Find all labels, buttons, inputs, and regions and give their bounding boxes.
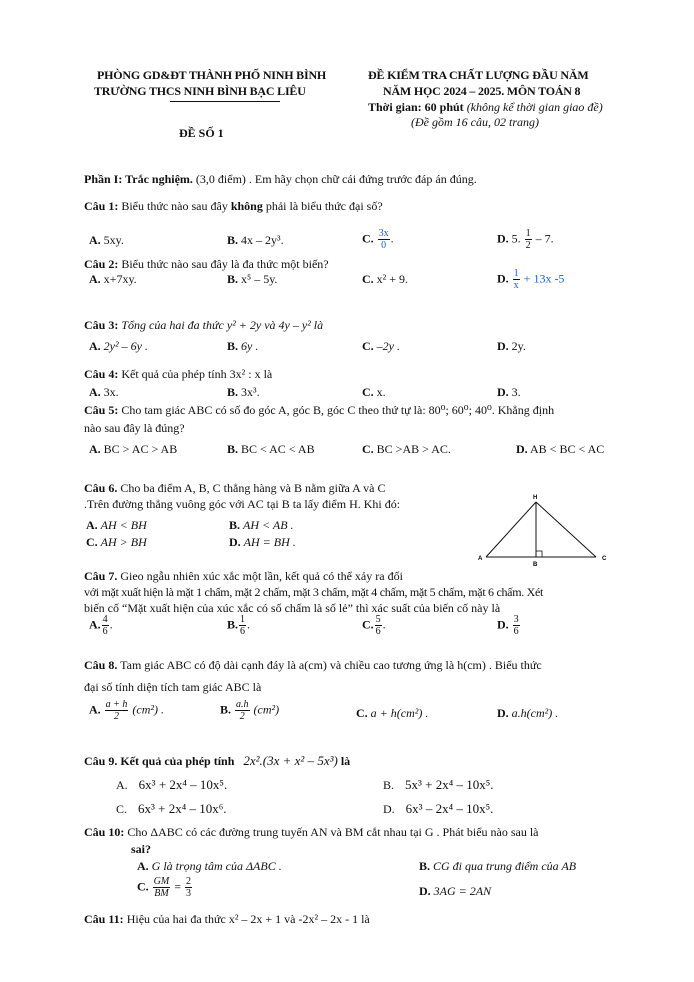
- q1-option-a[interactable]: A. 5xy.: [89, 233, 124, 247]
- q8-stem: Câu 8. Tam giác ABC có độ dài cạnh đáy là a(cm) và chiều cao tương ứng là h(cm) . Biểu thức: [84, 658, 542, 672]
- q10-option-d[interactable]: D. 3AG = 2AN: [419, 884, 492, 898]
- q4-option-a[interactable]: A. 3x.: [89, 385, 119, 399]
- label-c: C: [602, 556, 607, 562]
- q2-option-d[interactable]: D. $\frac{1}{x}$ + 13x -5: [497, 268, 565, 291]
- q3-option-a[interactable]: A. 2y² – 6y .: [89, 339, 148, 353]
- q5-option-b[interactable]: B. BC < AC < AB: [227, 442, 315, 456]
- q1-text-a: Biểu thức nào sau đây: [121, 199, 228, 213]
- q3-option-c[interactable]: C. –2y .: [362, 339, 400, 353]
- q11-stem: Câu 11: Hiệu của hai đa thức x² – 2x + 1 và -2x² – 2x - 1 là: [84, 912, 370, 926]
- q1-text-b: không: [230, 199, 263, 213]
- q4-option-d[interactable]: D. 3.: [497, 385, 521, 399]
- q10-option-b[interactable]: B. CG đi qua trung điểm của AB: [419, 859, 577, 873]
- q2-d-fraction: $\frac{1}{x}$: [513, 268, 519, 291]
- header-underline: [170, 101, 280, 102]
- q9-option-b[interactable]: B. 5x³ + 2x⁴ – 10x⁵.: [383, 777, 494, 792]
- exam-number: ĐỀ SỐ 1: [179, 126, 224, 140]
- school-name: TRƯỜNG THCS NINH BÌNH BẠC LIÊU: [94, 84, 306, 98]
- segment-hc: [536, 502, 596, 557]
- q9-option-c[interactable]: C. 6x³ + 2x⁴ – 10x⁶.: [116, 801, 227, 816]
- part1-points: (3,0 điểm) . Em hãy chọn chữ cái đứng trước đáp án đúng.: [195, 172, 477, 186]
- q10-option-c[interactable]: C. $\frac{GM}{BM}$ = $\frac{2}{3}$: [137, 876, 192, 899]
- q5-option-d[interactable]: D. AB < BC < AC: [516, 442, 605, 456]
- q5-option-c[interactable]: C. BC >AB > AC.: [362, 442, 451, 456]
- q9-stem: Câu 9. Kết quả của phép tính 2x².(3x + x² – 5x³) là: [84, 753, 351, 768]
- q1-option-c[interactable]: C. $\frac{3x}{0}$ .: [362, 228, 394, 251]
- right-angle-mark: [536, 551, 542, 557]
- q4-stem: Câu 4: Kết quả của phép tính 3x² : x là: [84, 367, 273, 381]
- segment-ah: [486, 502, 536, 557]
- q6-option-d[interactable]: D. AH = BH .: [229, 535, 296, 549]
- q2-option-b[interactable]: B. x⁵ – 5y.: [227, 272, 278, 286]
- q4-option-c[interactable]: C. x.: [362, 385, 386, 399]
- label-h: H: [533, 495, 538, 501]
- q7-stem-line3: biến cố “Mặt xuất hiện của xúc xắc có số chấm là số lẻ” thì xác suất của biến cố này là: [84, 601, 501, 615]
- q1-stem: [84, 199, 383, 214]
- pages-note: (Đề gồm 16 câu, 02 trang): [411, 115, 539, 129]
- q6-stem: Câu 6. Cho ba điểm A, B, C thẳng hàng và B nằm giữa A và C: [84, 481, 386, 495]
- q2-option-a[interactable]: A. x+7xy.: [89, 272, 137, 286]
- label-a: A: [478, 556, 483, 562]
- q1-option-b[interactable]: B. 4x – 2y³.: [227, 233, 284, 247]
- time-info: [368, 100, 603, 115]
- q10-stem: Câu 10: Cho ΔABC có các đường trung tuyến AN và BM cắt nhau tại G . Phát biểu nào sau là: [84, 825, 539, 839]
- q2-option-c[interactable]: C. x² + 9.: [362, 272, 409, 286]
- q6-triangle-figure: [476, 490, 616, 570]
- q3-stem: Câu 3: Tổng của hai đa thức y² + 2y và 4y – y² là: [84, 318, 324, 332]
- q7-option-b[interactable]: B. $\frac{1}{6}$ .: [227, 614, 251, 637]
- school-year: NĂM HỌC 2024 – 2025. MÔN TOÁN 8: [383, 84, 581, 98]
- q5-stem-line2: nào sau đây là đúng?: [84, 421, 185, 435]
- q1-option-d[interactable]: D. 5. $\frac{1}{2}$ – 7.: [497, 228, 554, 251]
- q1-c-fraction: $\frac{3x}{0}$: [378, 228, 389, 251]
- q7-stem: Câu 7. Gieo ngẫu nhiên xúc xắc một lần, kết quả có thể xảy ra đối: [84, 569, 403, 583]
- q8-stem-line2: đại số tính diện tích tam giác ABC là: [84, 680, 262, 694]
- time-label: Thời gian: 60 phút: [368, 100, 464, 114]
- q5-stem: Câu 5: Cho tam giác ABC có số đo góc A, góc B, góc C theo thứ tự là: 80⁰; 60⁰; 40⁰. Khẳng định: [84, 403, 555, 417]
- q1-d-fraction: $\frac{1}{2}$: [525, 228, 531, 251]
- exam-title: ĐỀ KIỂM TRA CHẤT LƯỢNG ĐẦU NĂM: [368, 68, 589, 82]
- time-note: (không kể thời gian giao đề): [466, 100, 603, 114]
- label-b: B: [533, 562, 538, 568]
- q3-option-d[interactable]: D. 2y.: [497, 339, 526, 353]
- q6-option-b[interactable]: B. AH < AB .: [229, 518, 294, 532]
- school-dept: PHÒNG GD&ĐT THÀNH PHỐ NINH BÌNH: [97, 68, 327, 82]
- q8-option-c[interactable]: C. a + h(cm²) .: [356, 706, 429, 720]
- q5-option-a[interactable]: A. BC > AC > AB: [89, 442, 178, 456]
- q7-stem-line2: với mặt xuất hiện là mặt 1 chấm, mặt 2 chấm, mặt 3 chấm, mặt 4 chấm, mặt 5 chấm, mặt 6 chấm. Xét: [84, 585, 544, 599]
- q7-option-c[interactable]: C. $\frac{5}{6}$ .: [362, 614, 386, 637]
- q6-option-a[interactable]: A. AH < BH: [86, 518, 147, 532]
- q4-option-b[interactable]: B. 3x³.: [227, 385, 260, 399]
- q6-option-c[interactable]: C. AH > BH: [86, 535, 147, 549]
- q10-option-a[interactable]: A. G là trọng tâm của ΔABC .: [137, 859, 282, 873]
- part1-heading: [84, 172, 477, 187]
- q8-option-b[interactable]: B. $\frac{a.h}{2}$ (cm²): [220, 699, 280, 722]
- q1-text-c: phải là biểu thức đại số?: [265, 199, 383, 213]
- q9-option-d[interactable]: D. 6x³ – 2x⁴ – 10x⁵.: [383, 801, 494, 816]
- q8-option-d[interactable]: D. a.h(cm²) .: [497, 706, 559, 720]
- q7-option-a[interactable]: A. $\frac{4}{6}$ .: [89, 614, 113, 637]
- q6-stem-line2: .Trên đường thẳng vuông góc với AC tại B ta lấy điểm H. Khi đó:: [84, 497, 401, 511]
- q7-option-d[interactable]: D. $\frac{3}{6}$: [497, 614, 519, 637]
- q2-stem: Câu 2: Biểu thức nào sau đây là đa thức một biến?: [84, 257, 329, 271]
- q3-option-b[interactable]: B. 6y .: [227, 339, 259, 353]
- q10-stem-line2: sai?: [131, 842, 152, 856]
- q9-option-a[interactable]: A. 6x³ + 2x⁴ – 10x⁵.: [116, 777, 228, 792]
- q1-label: Câu 1:: [84, 199, 119, 213]
- part1-title: Phần I: Trắc nghiệm.: [84, 172, 193, 186]
- q8-option-a[interactable]: A. $\frac{a + h}{2}$ (cm²) .: [89, 699, 165, 722]
